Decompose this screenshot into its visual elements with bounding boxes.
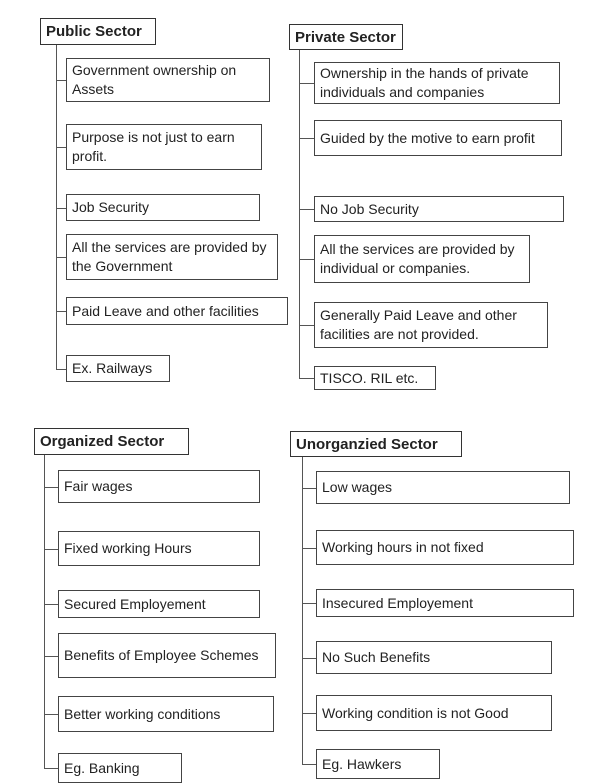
organized-item-box: Better working conditions (58, 696, 274, 732)
unorganized-connector (302, 488, 316, 489)
private-connector (299, 259, 314, 260)
private-item-box: TISCO. RIL etc. (314, 366, 436, 390)
unorganized-item-box: Working hours in not fixed (316, 530, 574, 565)
public-item-box: All the services are provided by the Government (66, 234, 278, 280)
private-item-box: Ownership in the hands of private individuals and companies (314, 62, 560, 104)
unorganized-item-box: Low wages (316, 471, 570, 504)
unorganized-heading: Unorganzied Sector (290, 431, 462, 457)
private-heading: Private Sector (289, 24, 403, 50)
organized-item-box: Secured Employement (58, 590, 260, 618)
private-connector (299, 325, 314, 326)
public-item-box: Ex. Railways (66, 355, 170, 382)
organized-connector (44, 656, 58, 657)
unorganized-connector (302, 713, 316, 714)
organized-connector (44, 714, 58, 715)
unorganized-item-box: Eg. Hawkers (316, 749, 440, 779)
organized-trunk-line (44, 455, 45, 768)
private-connector (299, 209, 314, 210)
private-item-box: No Job Security (314, 196, 564, 222)
organized-item-box: Eg. Banking (58, 753, 182, 783)
organized-connector (44, 768, 58, 769)
public-connector (56, 80, 66, 81)
public-item-box: Job Security (66, 194, 260, 221)
public-item-box: Government ownership on Assets (66, 58, 270, 102)
public-connector (56, 257, 66, 258)
private-item-box: Guided by the motive to earn profit (314, 120, 562, 156)
public-heading: Public Sector (40, 18, 156, 45)
private-trunk-line (299, 50, 300, 378)
organized-connector (44, 549, 58, 550)
organized-connector (44, 604, 58, 605)
public-item-box: Purpose is not just to earn profit. (66, 124, 262, 170)
private-connector (299, 378, 314, 379)
private-item-box: All the services are provided by individual or companies. (314, 235, 530, 283)
public-trunk-line (56, 45, 57, 369)
unorganized-connector (302, 548, 316, 549)
public-item-box: Paid Leave and other facilities (66, 297, 288, 325)
unorganized-item-box: Working condition is not Good (316, 695, 552, 731)
unorganized-connector (302, 764, 316, 765)
organized-heading: Organized Sector (34, 428, 189, 455)
organized-item-box: Fixed working Hours (58, 531, 260, 566)
unorganized-item-box: No Such Benefits (316, 641, 552, 674)
private-connector (299, 138, 314, 139)
public-connector (56, 369, 66, 370)
unorganized-connector (302, 658, 316, 659)
organized-item-box: Fair wages (58, 470, 260, 503)
organized-item-box: Benefits of Employee Schemes (58, 633, 276, 678)
public-connector (56, 311, 66, 312)
public-connector (56, 147, 66, 148)
private-item-box: Generally Paid Leave and other facilities are not provided. (314, 302, 548, 348)
private-connector (299, 83, 314, 84)
organized-connector (44, 487, 58, 488)
unorganized-trunk-line (302, 457, 303, 764)
unorganized-item-box: Insecured Employement (316, 589, 574, 617)
unorganized-connector (302, 603, 316, 604)
public-connector (56, 208, 66, 209)
